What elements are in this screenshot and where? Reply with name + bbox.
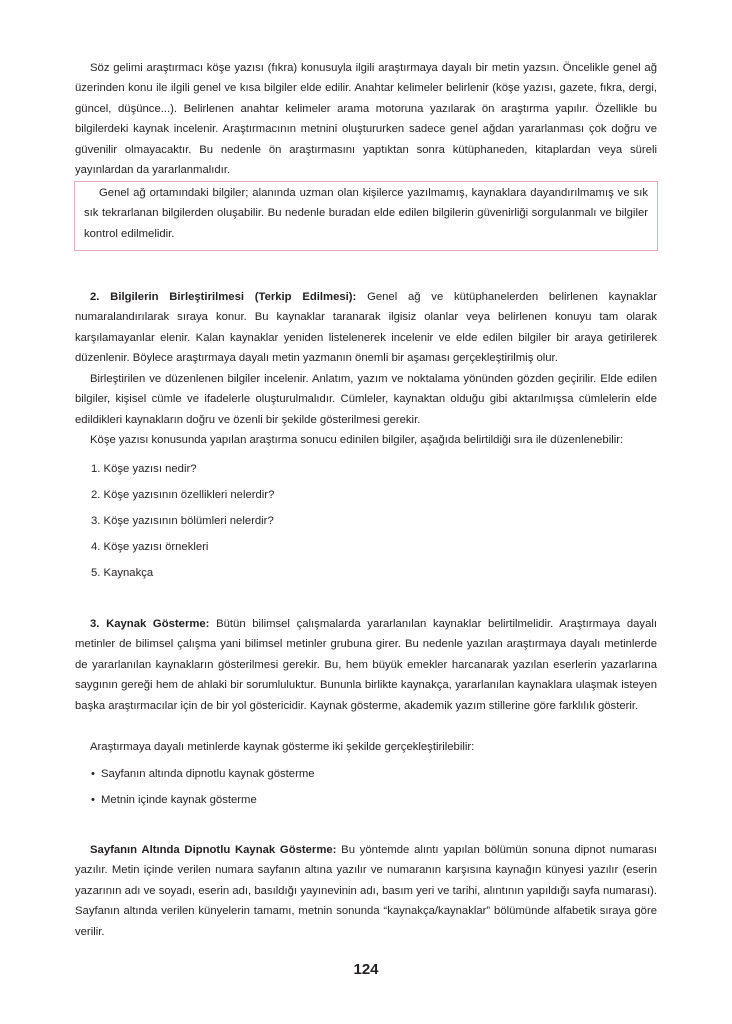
section2-paragraph-1 xyxy=(75,287,657,369)
section3-para1-text: Bütün bilimsel çalışmalarda yararlanılan kaynaklar belirtilmelidir. Araştırmaya dayalı metinler de bilimsel çalışma yani bilimsel metinler grubuna girer. Bu nedenle yazılan araştırmaya dayalı metinlerde de yararlanılan kaynakların gösterilmesi gerekir. Bu, hem büyük emekler harcanarak yazılan eserlerin yazarlarına saygının gereği hem de ahlaki bir sorumluluktur. Bununla birlikte kaynakça, yararlanılan kaynaklara ulaşmak isteyen başka araştırmacılar için de bir yol göstericidir. Kaynak gösterme, akademik yazım stillerine göre farklılık gösterir. xyxy=(75,618,658,712)
list-item: 5. Kaynakça xyxy=(91,567,154,579)
bullet-text: Sayfanın altında dipnotlu kaynak gösterme xyxy=(101,768,315,780)
list-item: 2. Köşe yazısının özellikleri nelerdir? xyxy=(91,489,275,501)
section2-paragraph-2: Birleştirilen ve düzenlenen bilgiler incelenir. Anlatım, yazım ve noktalama yönünden gözden geçirilir. Elde edilen bilgiler, kişisel cümle ve ifadelerle oluşturulmalıdır. Cümleler, kaynaktan olduğu gibi aktarılmışsa cümlelerin elde edildikleri kaynakların doğru ve özenli bir şekilde gösterilmesi gerekir. xyxy=(75,373,657,426)
bullet-item xyxy=(91,790,257,810)
section4-heading: Sayfanın Altında Dipnotlu Kaynak Gösterme: xyxy=(90,844,337,856)
list-item: 3. Köşe yazısının bölümleri nelerdir? xyxy=(91,515,274,527)
section3-paragraph-2: Araştırmaya dayalı metinlerde kaynak gösterme iki şekilde gerçekleştirilebilir: xyxy=(90,741,475,753)
intro-paragraph: Söz gelimi araştırmacı köşe yazısı (fıkra) konusuyla ilgili araştırmaya dayalı bir metin yazsın. Öncelikle genel ağ üzerinden konu ile ilgili genel ve kısa bilgiler elde edilir. Anahtar kelimeler belirlenir (köşe yazısı, gazete, fıkra, dergi, güncel, düşünce...). Belirlenen anahtar kelimeler arama motoruna yazılarak ön araştırma yapılır. Özellikle bu bilgilerdeki kaynak incelenir. Araştırmacının metnini oluştururken sadece genel ağdan yararlanması çok doğru ve güvenilir olmayacaktır. Bu nedenle ön araştırmasını yaptıktan sonra kütüphaneden, kitaplardan veya süreli yayınlardan da yararlanmalıdır. xyxy=(75,62,657,177)
bullet-text: Metnin içinde kaynak gösterme xyxy=(101,794,257,806)
note-box xyxy=(74,181,658,251)
section4-paragraph-1 xyxy=(75,840,657,942)
bullet-icon: • xyxy=(91,768,95,780)
section3-heading: 3. Kaynak Gösterme: xyxy=(90,618,210,630)
section2-paragraph-3: Köşe yazısı konusunda yapılan araştırma sonucu edinilen bilgiler, aşağıda belirtildiği sıra ile düzenlenebilir: xyxy=(90,434,624,446)
section2-heading: 2. Bilgilerin Birleştirilmesi (Terkip Edilmesi): xyxy=(90,291,357,303)
page-number: 124 xyxy=(353,961,379,978)
list-item: 1. Köşe yazısı nedir? xyxy=(91,463,197,475)
section2-para1-text: Genel ağ ve kütüphanelerden belirlenen kaynaklar numaralandırılarak sıraya konur. Bu kaynaklar taranarak ilgisiz olanlar veya belirlenen konuyu tam olarak karşılamayanlar elenir. Kalan kaynaklar yeniden listelenerek incelenir ve elde edilen bilgiler bir araya getirilerek düzenlenir. Böylece araştırmaya dayalı metin yazmanın önemli bir aşaması gerçekleştirilmiş olur. xyxy=(75,291,657,365)
note-box-text: Genel ağ ortamındaki bilgiler; alanında uzman olan kişilerce yazılmamış, kaynaklara dayandırılmamış ve sık sık tekrarlanan bilgilerden oluşabilir. Bu nedenle buradan elde edilen bilgilerin güvenirliği sorgulanmalı ve bilgiler kontrol edilmelidir. xyxy=(84,187,648,240)
bullet-item xyxy=(91,764,315,784)
list-item: 4. Köşe yazısı örnekleri xyxy=(91,541,209,553)
section4-para1-text: Bu yöntemde alıntı yapılan bölümün sonuna dipnot numarası yazılır. Metin içinde verilen numara sayfanın altına yazılır ve numaranın karşısına kaynağın künyesi yazılır (eserin yazarının adı ve soyadı, eserin adı, basıldığı yayınevinin adı, basım yeri ve tarihi, alıntının yapıldığı sayfa numarası). Sayfanın altında verilen künyelerin tamamı, metnin sonunda “kaynakça/kaynaklar” bölümünde alfabetik sıraya göre verilir. xyxy=(75,844,657,938)
bullet-icon: • xyxy=(91,794,95,806)
section3-paragraph-1 xyxy=(75,614,657,716)
